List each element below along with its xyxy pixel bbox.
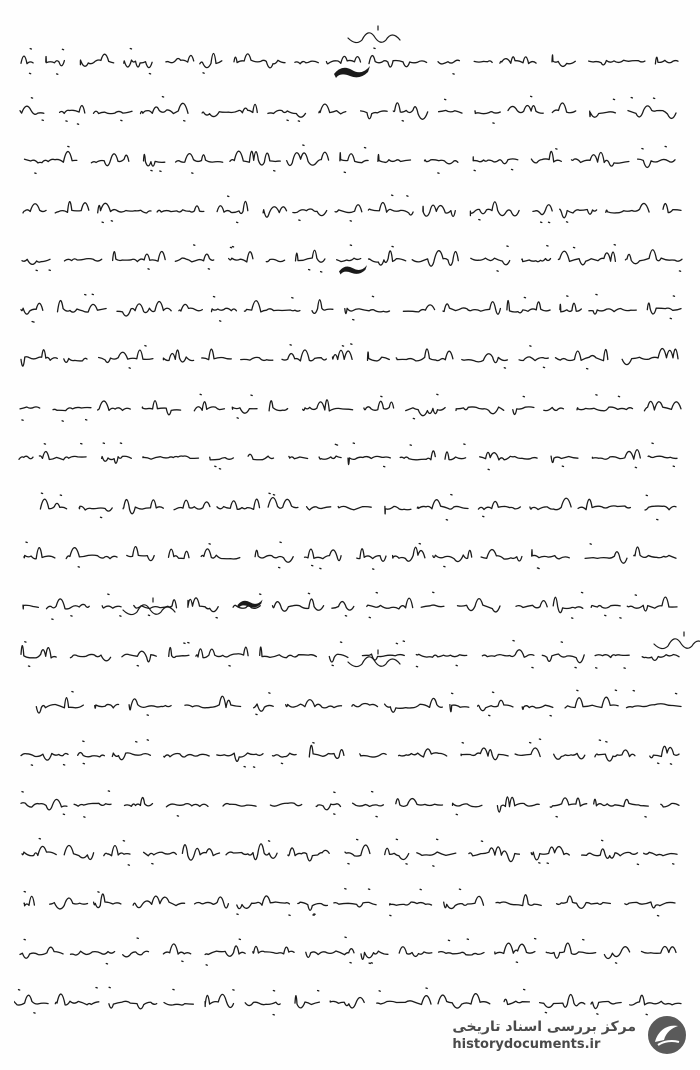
handwriting-line xyxy=(14,781,686,821)
handwriting-line xyxy=(14,880,686,920)
handwriting-line xyxy=(14,385,686,425)
handwritten-insertion xyxy=(119,596,179,622)
handwriting-line xyxy=(14,187,686,227)
handwriting-line xyxy=(14,434,686,474)
watermark-title: مرکز بررسی اسناد تاریخی xyxy=(452,1018,636,1035)
handwriting-line xyxy=(14,583,686,623)
handwriting-line xyxy=(14,137,686,177)
ink-blot xyxy=(336,262,370,276)
handwriting-line xyxy=(14,929,686,969)
watermark-url: historydocuments.ir xyxy=(452,1036,601,1052)
historydocuments-logo-icon xyxy=(644,1012,690,1058)
handwriting-line xyxy=(14,682,686,722)
ink-blot xyxy=(236,596,264,610)
handwriting-line xyxy=(14,88,686,128)
handwriting-line xyxy=(14,335,686,375)
ink-blot xyxy=(332,62,372,80)
handwritten-insertion xyxy=(650,630,700,656)
handwriting-line xyxy=(14,286,686,326)
watermark xyxy=(452,1012,690,1058)
handwriting-line xyxy=(14,830,686,870)
handwritten-manuscript xyxy=(14,18,686,1008)
handwriting-line xyxy=(14,484,686,524)
handwriting-line xyxy=(14,731,686,771)
handwritten-insertion xyxy=(344,648,404,674)
handwritten-insertion xyxy=(344,24,404,50)
handwriting-line xyxy=(14,533,686,573)
